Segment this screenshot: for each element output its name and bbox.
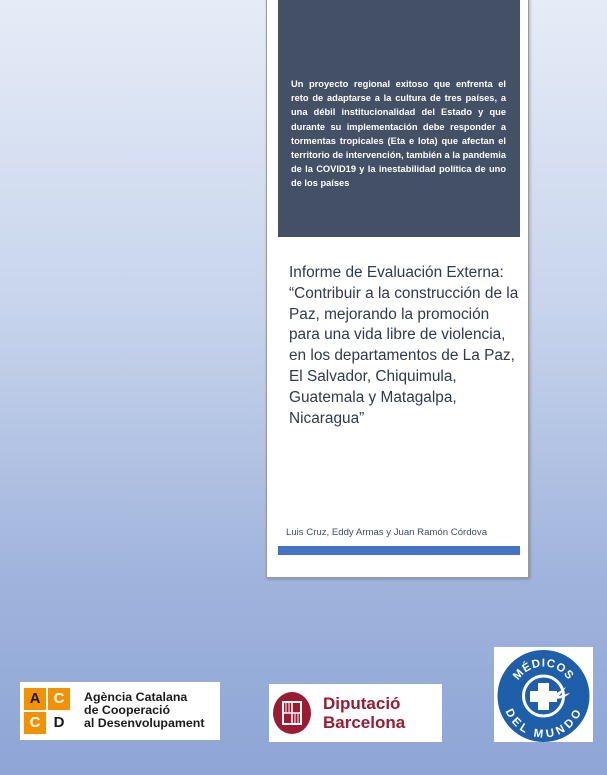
report-cover-page [266, 0, 529, 578]
accd-name-line: al Desenvolupament [84, 716, 205, 730]
authors: Luis Cruz, Eddy Armas y Juan Ramón Córdova [286, 527, 488, 538]
accd-letter: D [48, 712, 70, 734]
diputacio-barcelona-logo [269, 684, 442, 742]
accd-name-line: de Cooperació [84, 703, 171, 717]
mdm-bottom-text: DEL MUNDO [502, 707, 585, 741]
diputacio-name-line: Barcelona [323, 713, 406, 732]
summary-text: Un proyecto regional exitoso que enfrenta el reto de adaptarse a la cultura de tres países, a una débil institucionalidad del Estado y que durante su implementación debe responder a tormentas tropicales (Eta e Iota) que afectan el territorio de intervención, también a la pandemia de la COVID19 y la inestabilidad política de uno de los países [291, 79, 506, 189]
accd-name-line: Agència Catalana [84, 690, 188, 704]
accd-logo [20, 682, 220, 740]
diputacio-name-line: Diputació [323, 694, 401, 713]
accd-letter: A [24, 688, 46, 710]
accd-mark-icon [24, 688, 70, 734]
accd-letter: C [24, 712, 46, 734]
accent-bar [278, 546, 520, 555]
report-title: Informe de Evaluación Externa: “Contribuir a la construcción de la Paz, mejorando la promoción para una vida libre de violencia, en los departamentos de La Paz, El Salvador, Chiquimula, Guatemala y Matagalpa, Nicaragua” [289, 264, 519, 427]
accd-letter: C [48, 688, 70, 710]
shield-icon [273, 692, 311, 734]
diputacio-name [323, 694, 405, 732]
medicos-del-mundo-logo [494, 647, 593, 742]
accd-name [84, 691, 205, 730]
medicos-del-mundo-emblem-icon [494, 647, 593, 742]
mdm-top-text: MÉDICOS [511, 657, 577, 683]
